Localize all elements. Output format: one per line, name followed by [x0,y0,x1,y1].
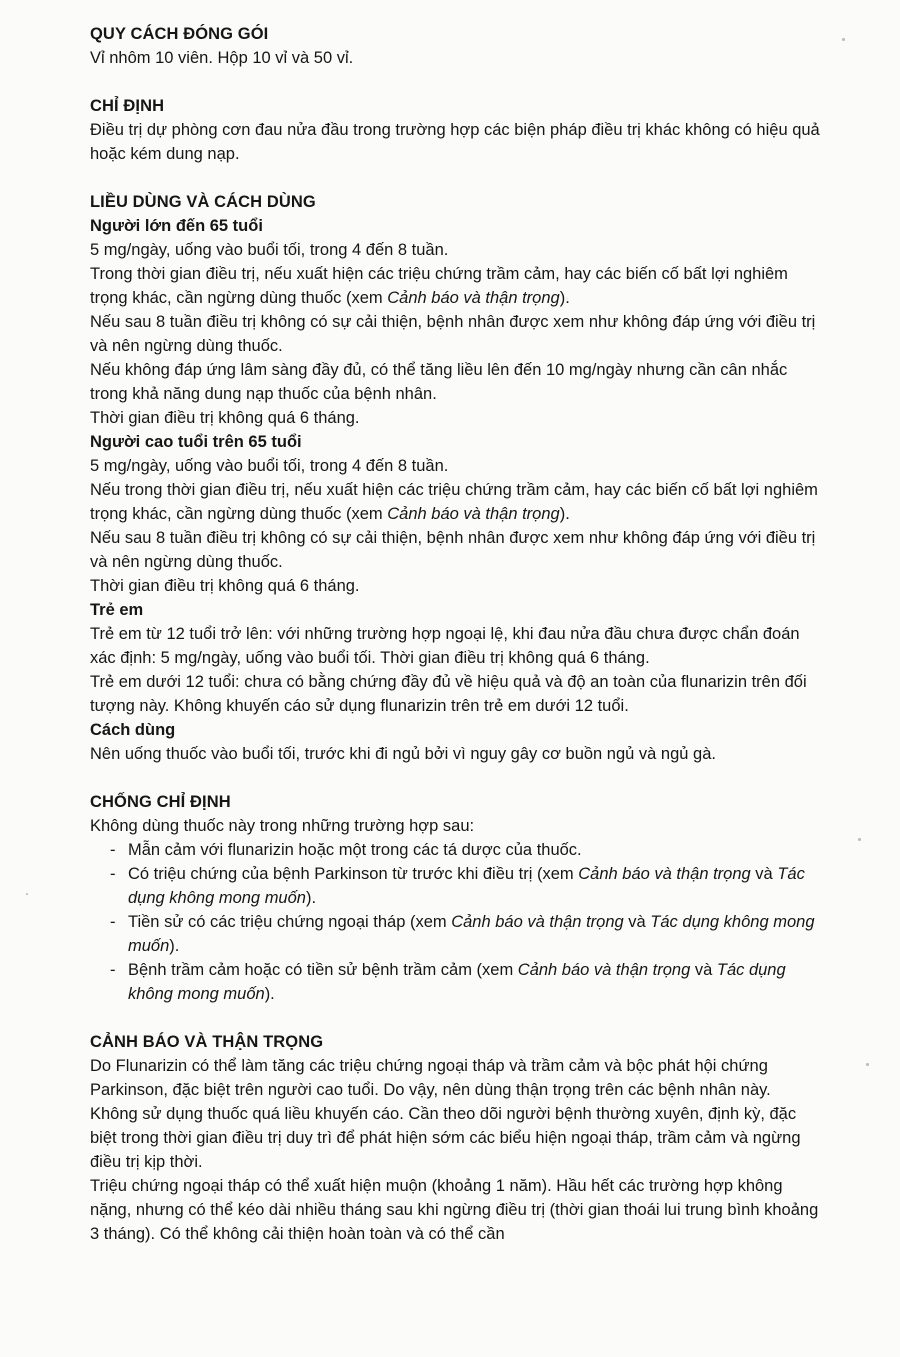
section-indications [90,94,820,166]
child-over-12: Trẻ em từ 12 tuổi trở lên: với những trường hợp ngoại lệ, khi đau nửa đầu chưa được chẩn đoán xác định: 5 mg/ngày, uống vào buổi tối. Thời gian điều trị không quá 6 tháng. [90,625,800,667]
adult-increase: Nếu không đáp ứng lâm sàng đầy đủ, có thể tăng liều lên đến 10 mg/ngày nhưng cần cân nhắc trong khả năng dung nạp thuốc của bệnh nhân. [90,361,788,403]
section-title-warnings: CẢNH BÁO VÀ THẬN TRỌNG [90,1033,324,1051]
packaging-text: Vỉ nhôm 10 viên. Hộp 10 vỉ và 50 vỉ. [90,49,354,67]
scan-speck [858,838,861,841]
indications-text: Điều trị dự phòng cơn đau nửa đầu trong trường hợp các biện pháp điều trị khác không có hiệu quả hoặc kém dung nạp. [90,121,820,163]
section-title-dosage: LIỀU DÙNG VÀ CÁCH DÙNG [90,193,316,211]
list-item: - Mẫn cảm với flunarizin hoặc một trong các tá dược của thuốc. [110,838,820,862]
section-title-indications: CHỈ ĐỊNH [90,97,165,115]
adult-dose: 5 mg/ngày, uống vào buổi tối, trong 4 đến 8 tuần. [90,241,449,259]
elderly-dose: 5 mg/ngày, uống vào buổi tối, trong 4 đến 8 tuần. [90,457,449,475]
section-contraindications [90,790,820,1006]
elderly-no-response: Nếu sau 8 tuần điều trị không có sự cải thiện, bệnh nhân được xem như không đáp ứng với điều trị và nên ngừng dùng thuốc. [90,529,816,571]
usage-text: Nên uống thuốc vào buổi tối, trước khi đi ngủ bởi vì nguy gây cơ buồn ngủ và ngủ gà. [90,745,716,763]
section-warnings [90,1030,820,1246]
section-dosage [90,190,820,766]
list-item: - Bệnh trầm cảm hoặc có tiền sử bệnh trầm cảm (xem Cảnh báo và thận trọng và Tác dụng không mong muốn). [110,958,820,1006]
scan-speck [866,1063,869,1066]
adult-duration: Thời gian điều trị không quá 6 tháng. [90,409,360,427]
section-packaging [90,22,820,70]
warnings-p3: Triệu chứng ngoại tháp có thể xuất hiện muộn (khoảng 1 năm). Hầu hết các trường hợp không nặng, nhưng có thể kéo dài nhiều tháng sau khi ngừng điều trị (thời gian thoái lui trung bình khoảng 3 tháng). Có thể không cải thiện hoàn toàn và có thể cần [90,1177,819,1243]
ref-warnings: Cảnh báo và thận trọng [387,505,560,523]
subheading-children: Trẻ em [90,601,144,619]
adult-no-response: Nếu sau 8 tuần điều trị không có sự cải thiện, bệnh nhân được xem như không đáp ứng với điều trị và nên ngừng dùng thuốc. [90,313,816,355]
scan-speck [842,38,845,41]
ref-warnings: Cảnh báo và thận trọng [387,289,560,307]
list-item: - Có triệu chứng của bệnh Parkinson từ trước khi điều trị (xem Cảnh báo và thận trọng và Tác dụng không mong muốn). [110,862,820,910]
contraindications-intro: Không dùng thuốc này trong những trường hợp sau: [90,817,475,835]
section-title-contraindications: CHỐNG CHỈ ĐỊNH [90,793,231,811]
child-under-12: Trẻ em dưới 12 tuổi: chưa có bằng chứng đầy đủ về hiệu quả và độ an toàn của flunarizin trên đối tượng này. Không khuyến cáo sử dụng flunarizin trên trẻ em dưới 12 tuổi. [90,673,807,715]
contraindications-list [90,838,820,1006]
scan-speck [26,893,28,895]
subheading-adults: Người lớn đến 65 tuổi [90,217,263,235]
adult-warning: Trong thời gian điều trị, nếu xuất hiện các triệu chứng trầm cảm, hay các biến cố bất lợi nghiêm trọng khác, cần ngừng dùng thuốc (xem Cảnh báo và thận trọng). [90,265,788,307]
subheading-usage: Cách dùng [90,721,176,739]
section-title-packaging: QUY CÁCH ĐÓNG GÓI [90,25,269,43]
warnings-p2: Không sử dụng thuốc quá liều khuyến cáo. Cần theo dõi người bệnh thường xuyên, định kỳ, đặc biệt trong thời gian điều trị duy trì để phát hiện sớm các biểu hiện ngoại tháp, trầm cảm và ngừng điều trị kịp thời. [90,1105,801,1171]
warnings-p1: Do Flunarizin có thể làm tăng các triệu chứng ngoại tháp và trầm cảm và bộc phát hội chứng Parkinson, đặc biệt trên người cao tuổi. Do vậy, nên dùng thận trọng trên các bệnh nhân này. [90,1057,771,1099]
elderly-warning: Nếu trong thời gian điều trị, nếu xuất hiện các triệu chứng trầm cảm, hay các biến cố bất lợi nghiêm trọng khác, cần ngừng dùng thuốc (xem Cảnh báo và thận trọng). [90,481,818,523]
list-item: - Tiền sử có các triệu chứng ngoại tháp (xem Cảnh báo và thận trọng và Tác dụng không mong muốn). [110,910,820,958]
elderly-duration: Thời gian điều trị không quá 6 tháng. [90,577,360,595]
subheading-elderly: Người cao tuổi trên 65 tuổi [90,433,302,451]
